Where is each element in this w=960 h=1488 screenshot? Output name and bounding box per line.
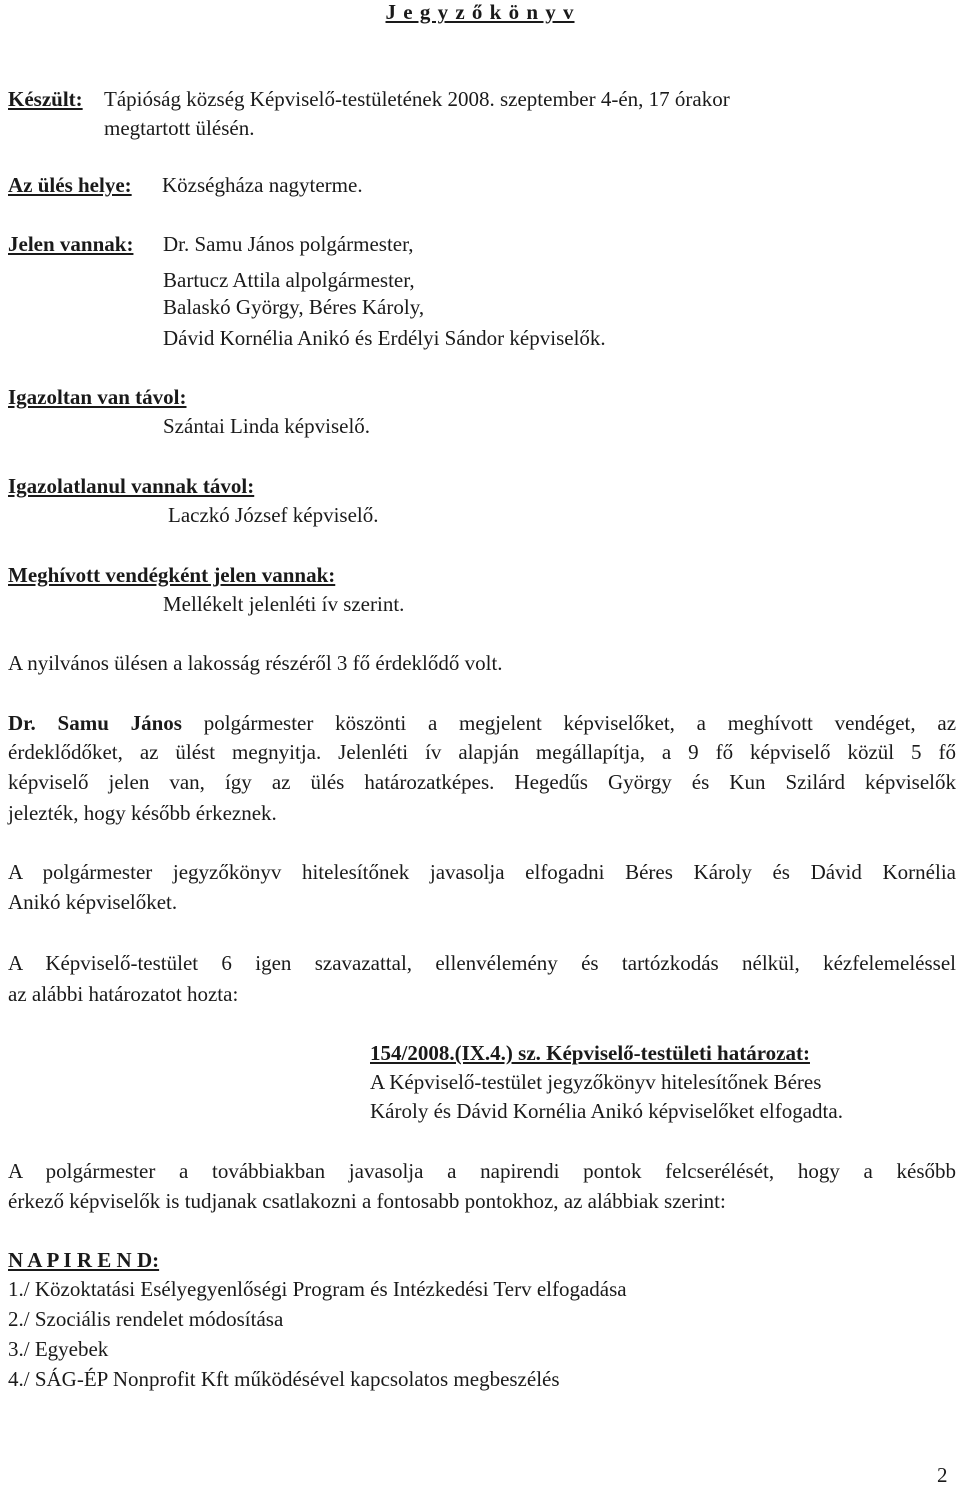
para4-line-2: érkező képviselők is tudjanak csatlakozni a fontosabb pontokhoz, az alábbiak szerint: bbox=[8, 1189, 726, 1213]
para1-line-2: érdeklődőket, az ülést megnyitja. Jelenléti ív alapján megállapítja, a 9 fő képviselő közül 5 fő bbox=[8, 740, 956, 764]
jelen-line-1: Dr. Samu János polgármester, bbox=[163, 232, 414, 256]
napirend-item-3: 3./ Egyebek bbox=[8, 1337, 109, 1361]
document-title: J e g y z ő k ö n y v bbox=[385, 0, 575, 24]
keszult-line-1: Tápióság község Képviselő-testületének 2008. szeptember 4-én, 17 órakor bbox=[104, 87, 730, 111]
igazolatlanul-value: Laczkó József képviselő. bbox=[168, 503, 379, 527]
napirend-heading: N A P I R E N D: bbox=[8, 1248, 160, 1272]
jelen-line-3: Balaskó György, Béres Károly, bbox=[163, 295, 425, 319]
page-number: 2 bbox=[937, 1463, 948, 1487]
para1-name: Dr. Samu János bbox=[8, 711, 182, 735]
hatarozat-line-1: A Képviselő-testület jegyzőkönyv hitelesítőnek Béres bbox=[370, 1070, 822, 1094]
keszult-line-2: megtartott ülésén. bbox=[104, 116, 255, 140]
para1-line-1-rest: polgármester köszönti a megjelent képviselőket, a meghívott vendéget, az bbox=[203, 711, 957, 735]
igazolatlanul-label: Igazolatlanul vannak távol: bbox=[8, 474, 255, 498]
vendeg-label: Meghívott vendégként jelen vannak: bbox=[8, 563, 336, 587]
hatarozat-line-2: Károly és Dávid Kornélia Anikó képviselőket elfogadta. bbox=[370, 1099, 843, 1123]
napirend-item-4: 4./ SÁG-ÉP Nonprofit Kft működésével kapcsolatos megbeszélés bbox=[8, 1367, 560, 1391]
para3-line-2: az alábbi határozatot hozta: bbox=[8, 982, 239, 1006]
para2-line-1: A polgármester jegyzőkönyv hitelesítőnek javasolja elfogadni Béres Károly és Dávid Kornélia bbox=[8, 860, 956, 884]
igazoltan-value: Szántai Linda képviselő. bbox=[163, 414, 371, 438]
jelen-line-4: Dávid Kornélia Anikó és Erdélyi Sándor képviselők. bbox=[163, 326, 606, 350]
vendeg-value: Mellékelt jelenléti ív szerint. bbox=[163, 592, 405, 616]
para4-line-1: A polgármester a továbbiakban javasolja a napirendi pontok felcserélését, hogy a később bbox=[8, 1159, 956, 1183]
jelen-label: Jelen vannak: bbox=[8, 232, 134, 256]
para1-line-3: képviselő jelen van, így az ülés határozatképes. Hegedűs György és Kun Szilárd képviselők bbox=[8, 770, 956, 794]
helye-value: Községháza nagyterme. bbox=[162, 173, 363, 197]
hatarozat-heading: 154/2008.(IX.4.) sz. Képviselő-testületi határozat: bbox=[370, 1041, 810, 1065]
para3-line-1: A Képviselő-testület 6 igen szavazattal, ellenvélemény és tartózkodás nélkül, kézfelemeléssel bbox=[8, 951, 956, 975]
helye-label: Az ülés helye: bbox=[8, 173, 132, 197]
igazoltan-label: Igazoltan van távol: bbox=[8, 385, 187, 409]
para1-line-4: jelezték, hogy később érkeznek. bbox=[8, 801, 277, 825]
nyilvanos-text: A nyilvános ülésen a lakosság részéről 3 fő érdeklődő volt. bbox=[8, 651, 503, 675]
napirend-item-2: 2./ Szociális rendelet módosítása bbox=[8, 1307, 284, 1331]
para1-line-1 bbox=[8, 710, 956, 736]
jelen-line-2: Bartucz Attila alpolgármester, bbox=[163, 268, 415, 292]
para2-line-2: Anikó képviselőket. bbox=[8, 890, 178, 914]
keszult-label: Készült: bbox=[8, 87, 83, 111]
napirend-item-1: 1./ Közoktatási Esélyegyenlőségi Program és Intézkedési Terv elfogadása bbox=[8, 1277, 627, 1301]
